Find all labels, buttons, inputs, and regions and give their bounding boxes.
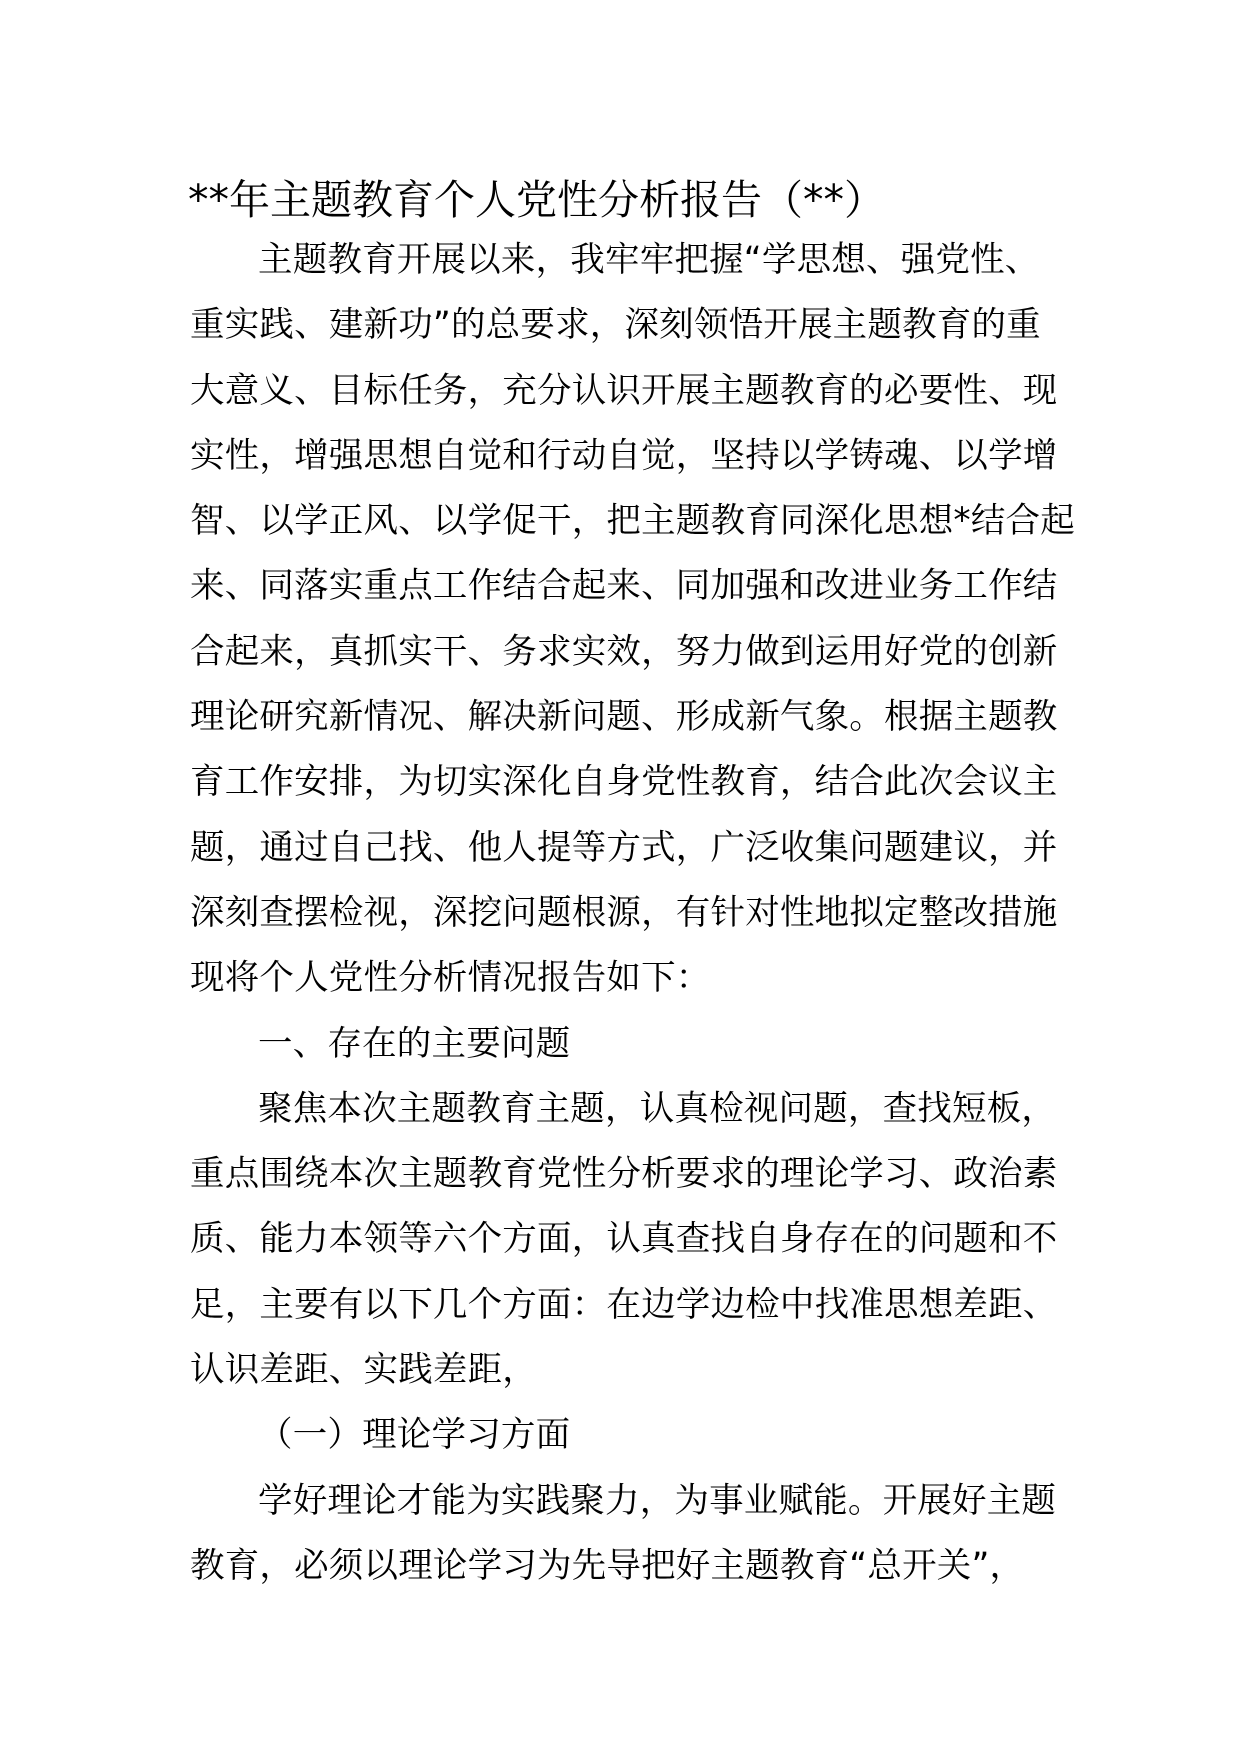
paragraph-line: 现将个人党性分析情况报告如下： — [190, 958, 711, 999]
paragraph-line: 教育，必须以理论学习为先导把好主题教育“总开关”， — [190, 1545, 1025, 1586]
subsection-heading: （一）理论学习方面 — [258, 1415, 571, 1456]
paragraph-line: 实性，增强思想自觉和行动自觉，坚持以学铸魂、以学增 — [190, 435, 1058, 476]
section-heading: 一、存在的主要问题 — [258, 1023, 571, 1064]
paragraph-line: 认识差距、实践差距， — [190, 1350, 537, 1391]
paragraph-line: 题，通过自己找、他人提等方式，广泛收集问题建议，并 — [190, 827, 1058, 868]
paragraph-line: 大意义、目标任务，充分认识开展主题教育的必要性、现 — [190, 370, 1058, 411]
paragraph-line: 重点围绕本次主题教育党性分析要求的理论学习、政治素 — [190, 1154, 1058, 1195]
paragraph-line: 来、同落实重点工作结合起来、同加强和改进业务工作结 — [190, 566, 1058, 607]
document-title: **年主题教育个人党性分析报告（**） — [188, 176, 885, 224]
paragraph-line: 深刻查摆检视，深挖问题根源，有针对性地拟定整改措施 — [190, 892, 1058, 933]
paragraph-line: 学好理论才能为实践聚力，为事业赋能。开展好主题 — [258, 1480, 1057, 1521]
paragraph-line: 育工作安排，为切实深化自身党性教育，结合此次会议主 — [190, 762, 1058, 803]
paragraph-line: 理论研究新情况、解决新问题、形成新气象。根据主题教 — [190, 697, 1058, 738]
paragraph-line: 主题教育开展以来，我牢牢把握“学思想、强党性、 — [258, 240, 1040, 280]
paragraph-line: 质、能力本领等六个方面，认真查找自身存在的问题和不 — [190, 1219, 1058, 1260]
paragraph-line: 合起来，真抓实干、务求实效，努力做到运用好党的创新 — [190, 631, 1058, 672]
paragraph-line: 聚焦本次主题教育主题，认真检视问题，查找短板， — [258, 1088, 1057, 1129]
document-body — [190, 228, 1075, 1599]
paragraph-line: 重实践、建新功”的总要求，深刻领悟开展主题教育的重 — [190, 305, 1041, 346]
paragraph-line: 足，主要有以下几个方面：在边学边检中找准思想差距、 — [190, 1284, 1058, 1325]
paragraph-line: 智、以学正风、以学促干，把主题教育同深化思想*结合起 — [190, 501, 1075, 542]
